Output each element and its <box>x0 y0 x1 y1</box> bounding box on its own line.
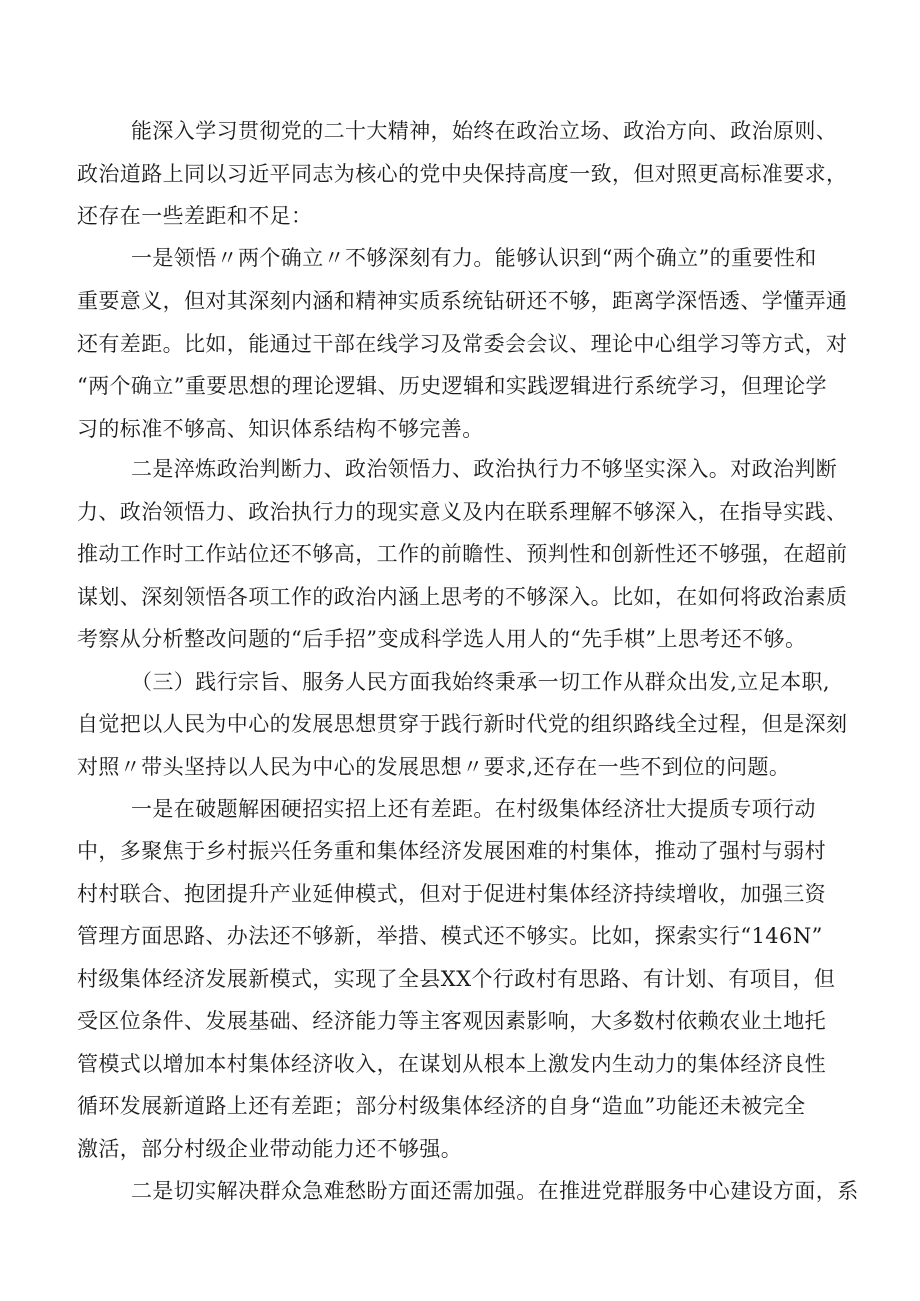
text-line: 习的标准不够高、知识体系结构不够完善。 <box>77 417 484 441</box>
text-line: 还有差距。比如，能通过干部在线学习及常委会会议、理论中心组学习等方式，对 <box>77 332 848 356</box>
text-line: 重要意义，但对其深刻内涵和精神实质系统钻研还不够，距离学深悟透、学懂弄通 <box>77 289 848 313</box>
text-line: 一是领悟〃两个确立〃不够深刻有力。能够认识到“两个确立”的重要性和 <box>131 246 817 270</box>
text-line: 管理方面思路、办法还不够新，举措、模式还不够实。比如，探索实行“146N” <box>77 924 823 948</box>
text-line: 自觉把以人民为中心的发展思想贯穿于践行新时代党的组织路线全过程，但是深刻 <box>77 712 848 736</box>
text-line: 考察从分析整改问题的“后手招”变成科学选人用人的“先手棋”上思考还不够。 <box>77 627 807 651</box>
text-line: 推动工作时工作站位还不够高，工作的前瞻性、预判性和创新性还不够强，在超前 <box>77 542 848 566</box>
text-line: （三）践行宗旨、服务人民方面我始终秉承一切工作从群众出发,立足本职, <box>131 670 830 694</box>
text-line: 管模式以增加本村集体经济收入，在谋划从根本上激发内生动力的集体经济良性 <box>77 1052 826 1076</box>
text-line: 一是在破题解困硬招实招上还有差距。在村级集体经济壮大提质专项行动 <box>131 797 816 821</box>
text-line: 能深入学习贯彻党的二十大精神，始终在政治立场、政治方向、政治原则、 <box>131 119 838 143</box>
text-line: 还存在一些差距和不足： <box>77 204 313 228</box>
text-line: 力、政治领悟力、政治执行力的现实意义及内在联系理解不够深入，在指导实践、 <box>77 500 848 524</box>
text-line: 激活，部分村级企业带动能力还不够强。 <box>77 1137 463 1161</box>
text-line: 村级集体经济发展新模式，实现了全县XX个行政村有思路、有计划、有项目，但 <box>77 967 836 991</box>
text-line: 谋划、深刻领悟各项工作的政治内涵上思考的不够深入。比如，在如何将政治素质 <box>77 585 848 609</box>
text-line: “两个确立”重要思想的理论逻辑、历史逻辑和实践逻辑进行系统学习，但理论学 <box>77 374 827 398</box>
text-line: 受区位条件、发展基础、经济能力等主客观因素影响，大多数村依赖农业土地托 <box>77 1009 826 1033</box>
text-line: 村村联合、抱团提升产业延伸模式，但对于促进村集体经济持续增收，加强三资 <box>77 882 826 906</box>
text-line: 循环发展新道路上还有差距；部分村级集体经济的自身“造血”功能还未被完全 <box>77 1094 806 1118</box>
text-line: 中，多聚焦于乡村振兴任务重和集体经济发展困难的村集体，推动了强村与弱村 <box>77 839 826 863</box>
text-line: 二是淬炼政治判断力、政治领悟力、政治执行力不够坚实深入。对政治判断 <box>131 457 838 481</box>
text-line: 政治道路上同以习近平同志为核心的党中央保持高度一致，但对照更高标准要求， <box>77 162 848 186</box>
text-line: 二是切实解决群众急难愁盼方面还需加强。在推进党群服务中心建设方面，系 <box>131 1179 859 1203</box>
text-line: 对照〃带头坚持以人民为中心的发展思想〃要求,还存在一些不到位的问题。 <box>77 755 791 779</box>
